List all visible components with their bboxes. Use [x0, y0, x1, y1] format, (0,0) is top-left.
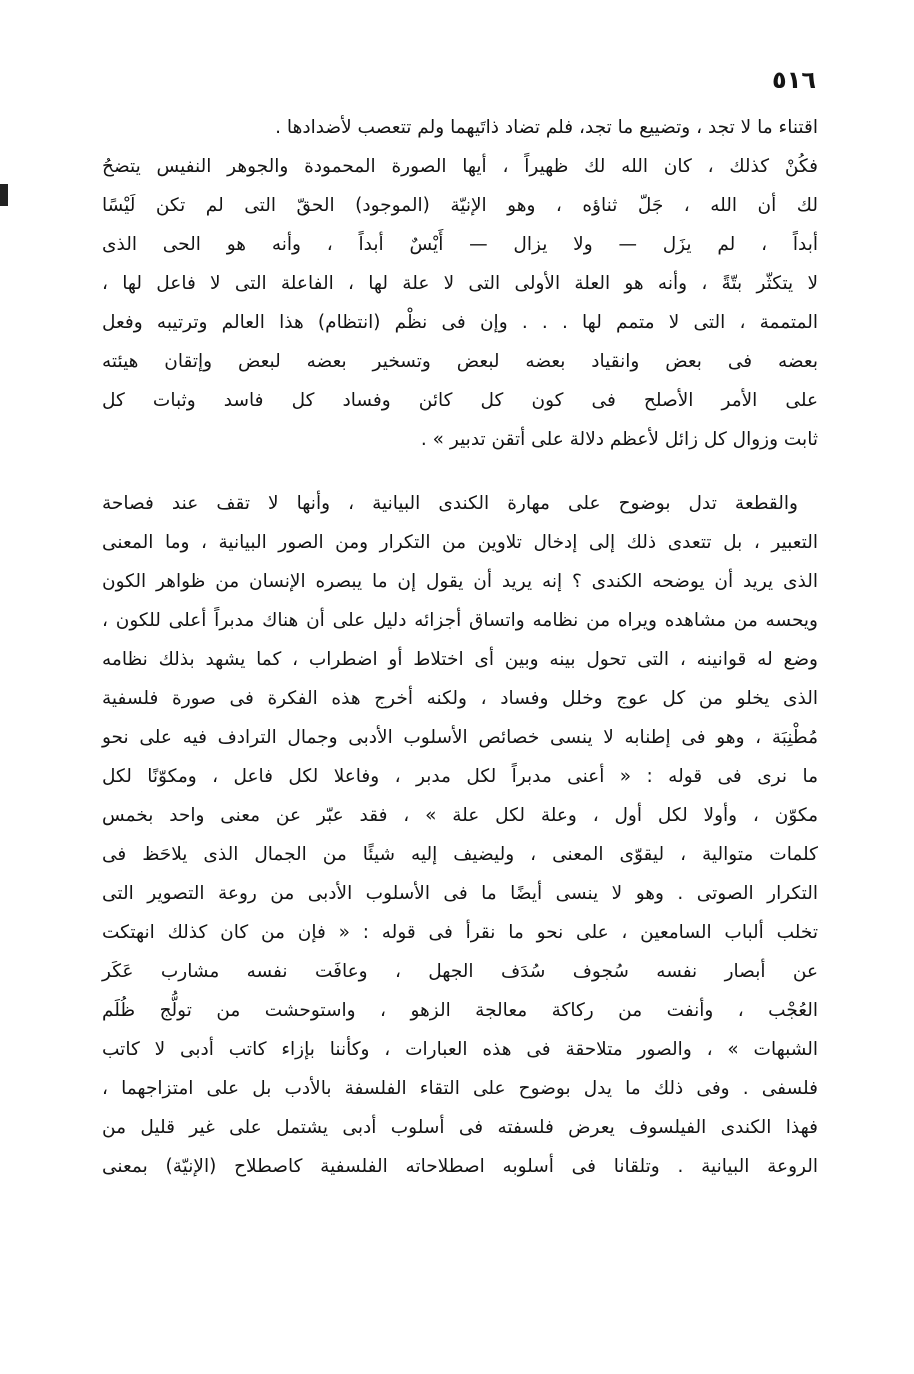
text-line: بعضه فى بعض وانقياد بعضه لبعض وتسخير بعضه لبعض وإتقان هيئته	[102, 351, 818, 372]
text-line: التكرار الصوتى . وهو لا ينسى أيضًا ما فى الأسلوب الأدبى من روعة التصوير التى	[102, 883, 818, 904]
text-line: الذى يريد أن يوضحه الكندى ؟ إنه يريد أن يقول إن ما يبصره الإنسان من ظواهر الكون	[102, 571, 818, 592]
text-line: عن أبصار نفسه سُجوف سُدَف الجهل ، وعافَت نفسه مشارب عَكَر	[102, 961, 818, 982]
text-line: فكُنْ كذلك ، كان الله لك ظهيراً ، أيها الصورة المحمودة والجوهر النفيس يتضحُ	[102, 156, 818, 177]
text-line: ويحسه من مشاهده ويراه من نظامه واتساق أجزائه دليل على أن هناك مدبراً أعلى للكون ،	[102, 610, 818, 631]
text-line: المتممة ، التى لا متمم لها . . . وإن فى نظْم (انتظام) هذا العالم وترتيبه وفعل	[102, 312, 818, 333]
text-line: ثابت وزوال كل زائل لأعظم دلالة على أتقن تدبير » .	[420, 429, 818, 450]
page-number: ٥١٦	[772, 66, 816, 94]
text-line: لك أن الله ، جَلّ ثناؤه ، وهو الإنيّة (الموجود) الحقّ التى لم تكن لَيْسًا	[102, 195, 818, 216]
text-line: مُطْنِبَة ، وهو فى إطنابه لا ينسى خصائص الأسلوب الأدبى وجمال الترادف فيه على نحو	[102, 727, 818, 748]
text-line: لا يتكثّر بتّةً ، وأنه هو العلة الأولى التى لا علة لها ، الفاعلة التى لا فاعل لها ،	[102, 273, 818, 294]
text-line: أبداً ، لم يزَل — ولا يزال — أَيْسٌ أبداً ، وأنه هو الحى الذى	[102, 234, 818, 255]
text-line: الذى يخلو من كل عوج وخلل وفساد ، ولكنه أخرج هذه الفكرة فى صورة فلسفية	[102, 688, 818, 709]
text-line: فلسفى . وفى ذلك ما يدل بوضوح على التقاء الفلسفة بالأدب بل على امتزاجهما ،	[102, 1078, 818, 1099]
text-line: التعبير ، بل تتعدى ذلك إلى إدخال تلاوين من التكرار ومن الصور البيانية ، وما المعنى	[102, 532, 818, 553]
text-line: والقطعة تدل بوضوح على مهارة الكندى البيانية ، وأنها لا تقف عند فصاحة	[102, 493, 798, 514]
text-line: مكوّن ، وأولا لكل أول ، وعلة لكل علة » ، فقد عبّر عن معنى واحد بخمس	[102, 805, 818, 826]
text-line: فهذا الكندى الفيلسوف يعرض فلسفته فى أسلوب أدبى يشتمل على غير قليل من	[102, 1117, 818, 1138]
text-line: اقتناء ما لا تجد ، وتضييع ما تجد، فلم تضاد ذاتَيهما ولم تتعصب لأضدادها .	[275, 117, 818, 138]
text-line: ما نرى فى قوله : « أعنى مدبراً لكل مدبر ، وفاعلا لكل فاعل ، ومكوّنًا لكل	[102, 766, 818, 787]
text-line: على الأمر الأصلح فى كون كل كائن وفساد كل فاسد وثبات كل	[102, 390, 818, 411]
text-line: وضع له قوانينه ، التى تحول بينه وبين أى اختلاط أو اضطراب ، كما يشهد بذلك نظامه	[102, 649, 818, 670]
text-line: كلمات متوالية ، ليقوّى المعنى ، وليضيف إليه شيئًا من الجمال الذى يلاحَظ فى	[102, 844, 818, 865]
text-line: الشبهات » ، والصور متلاحقة فى هذه العبارات ، وكأننا بإزاء كاتب أدبى لا كاتب	[102, 1039, 818, 1060]
paragraph-2	[102, 484, 818, 1186]
text-line: العُجْب ، وأنفت من ركاكة معالجة الزهو ، واستوحشت من تولُّج ظُلَم	[102, 1000, 818, 1021]
text-line: تخلب ألباب السامعين ، على نحو ما نقرأ فى قوله : « فإن من كان كذلك انهتكت	[102, 922, 818, 943]
text-line: الروعة البيانية . وتلقانا فى أسلوبه اصطلاحاته الفلسفية كاصطلاح (الإنيّة) بمعنى	[102, 1156, 818, 1177]
paragraph-1	[102, 108, 818, 459]
scan-mark	[0, 184, 8, 206]
